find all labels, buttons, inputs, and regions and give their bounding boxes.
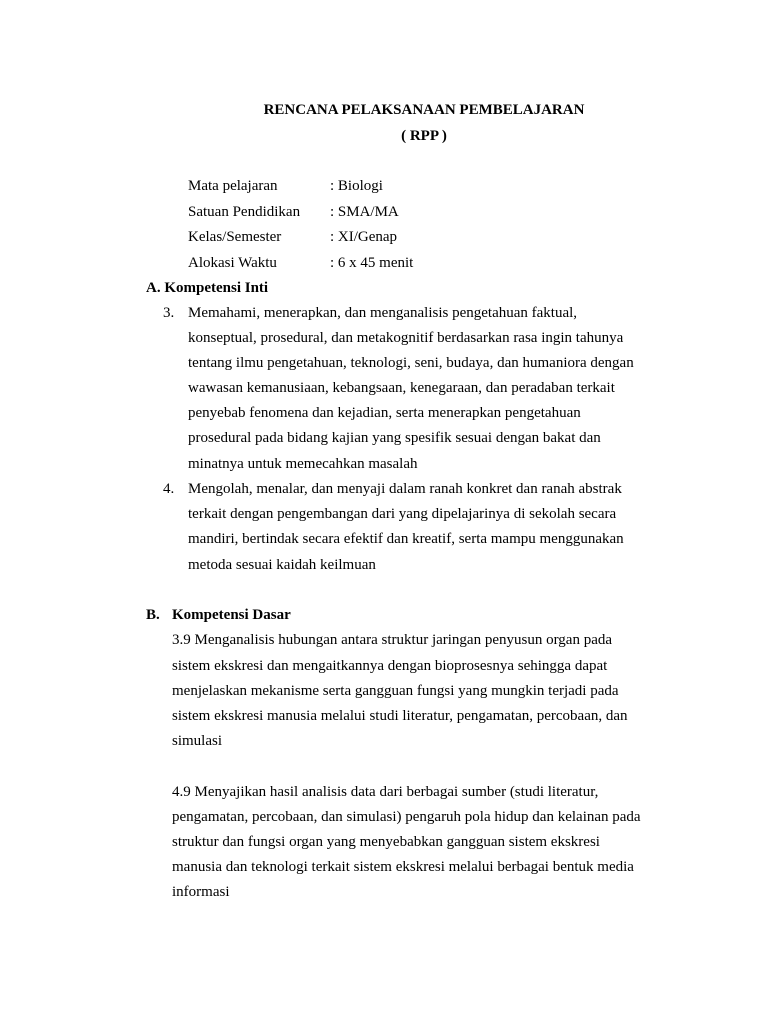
kd-line: sistem ekskresi dan mengaitkannya dengan bioprosesnya sehingga dapat (172, 658, 608, 674)
meta-value: : Biologi (330, 178, 383, 194)
list-item-line: mandiri, bertindak secara efektif dan kreatif, serta mampu menggunakan (188, 531, 624, 547)
meta-label: Mata pelajaran (188, 178, 278, 194)
list-item-line: Memahami, menerapkan, dan menganalisis pengetahuan faktual, (188, 305, 578, 321)
section-b-heading: Kompetensi Dasar (172, 607, 291, 623)
section-b-letter: B. (146, 607, 160, 623)
list-item-line: Mengolah, menalar, dan menyaji dalam ranah konkret dan ranah abstrak (188, 481, 622, 497)
list-number: 3. (163, 305, 175, 321)
kd-line: 4.9 Menyajikan hasil analisis data dari berbagai sumber (studi literatur, (172, 784, 599, 800)
document-subtitle: ( RPP ) (401, 128, 447, 144)
list-item-line: terkait dengan pengembangan dari yang dipelajarinya di sekolah secara (188, 506, 617, 522)
meta-value: : SMA/MA (330, 204, 399, 220)
list-item-line: metoda sesuai kaidah keilmuan (188, 557, 376, 573)
list-item-line: wawasan kemanusiaan, kebangsaan, kenegaraan, dan peradaban terkait (188, 380, 615, 396)
meta-label: Satuan Pendidikan (188, 204, 301, 220)
list-item-line: penyebab fenomena dan kejadian, serta menerapkan pengetahuan (188, 405, 581, 421)
kd-line: menjelaskan mekanisme serta gangguan fungsi yang mungkin terjadi pada (172, 683, 619, 699)
list-item-line: minatnya untuk memecahkan masalah (188, 456, 418, 472)
section-a-heading: A. Kompetensi Inti (146, 280, 269, 296)
list-item-line: konseptual, prosedural, dan metakognitif berdasarkan rasa ingin tahunya (188, 330, 624, 346)
meta-value: : XI/Genap (330, 229, 398, 245)
kd-line: manusia dan teknologi terkait sistem ekskresi melalui berbagai bentuk media (172, 859, 634, 875)
kd-line: pengamatan, percobaan, dan simulasi) pengaruh pola hidup dan kelainan pada (172, 809, 641, 825)
document-title: RENCANA PELAKSANAAN PEMBELAJARAN (263, 102, 585, 118)
meta-value: : 6 x 45 menit (330, 255, 414, 271)
list-item-line: tentang ilmu pengetahuan, teknologi, seni, budaya, dan humaniora dengan (188, 355, 634, 371)
kd-line: simulasi (172, 733, 223, 749)
kd-line: 3.9 Menganalisis hubungan antara struktur jaringan penyusun organ pada (172, 632, 613, 648)
list-number: 4. (163, 481, 175, 497)
kd-line: struktur dan fungsi organ yang menyebabkan gangguan sistem ekskresi (172, 834, 600, 850)
kd-line: sistem ekskresi manusia melalui studi literatur, pengamatan, percobaan, dan (172, 708, 628, 724)
meta-label: Alokasi Waktu (188, 255, 277, 271)
kd-line: informasi (172, 884, 230, 900)
list-item-line: prosedural pada bidang kajian yang spesifik sesuai dengan bakat dan (188, 430, 601, 446)
meta-label: Kelas/Semester (188, 229, 282, 245)
